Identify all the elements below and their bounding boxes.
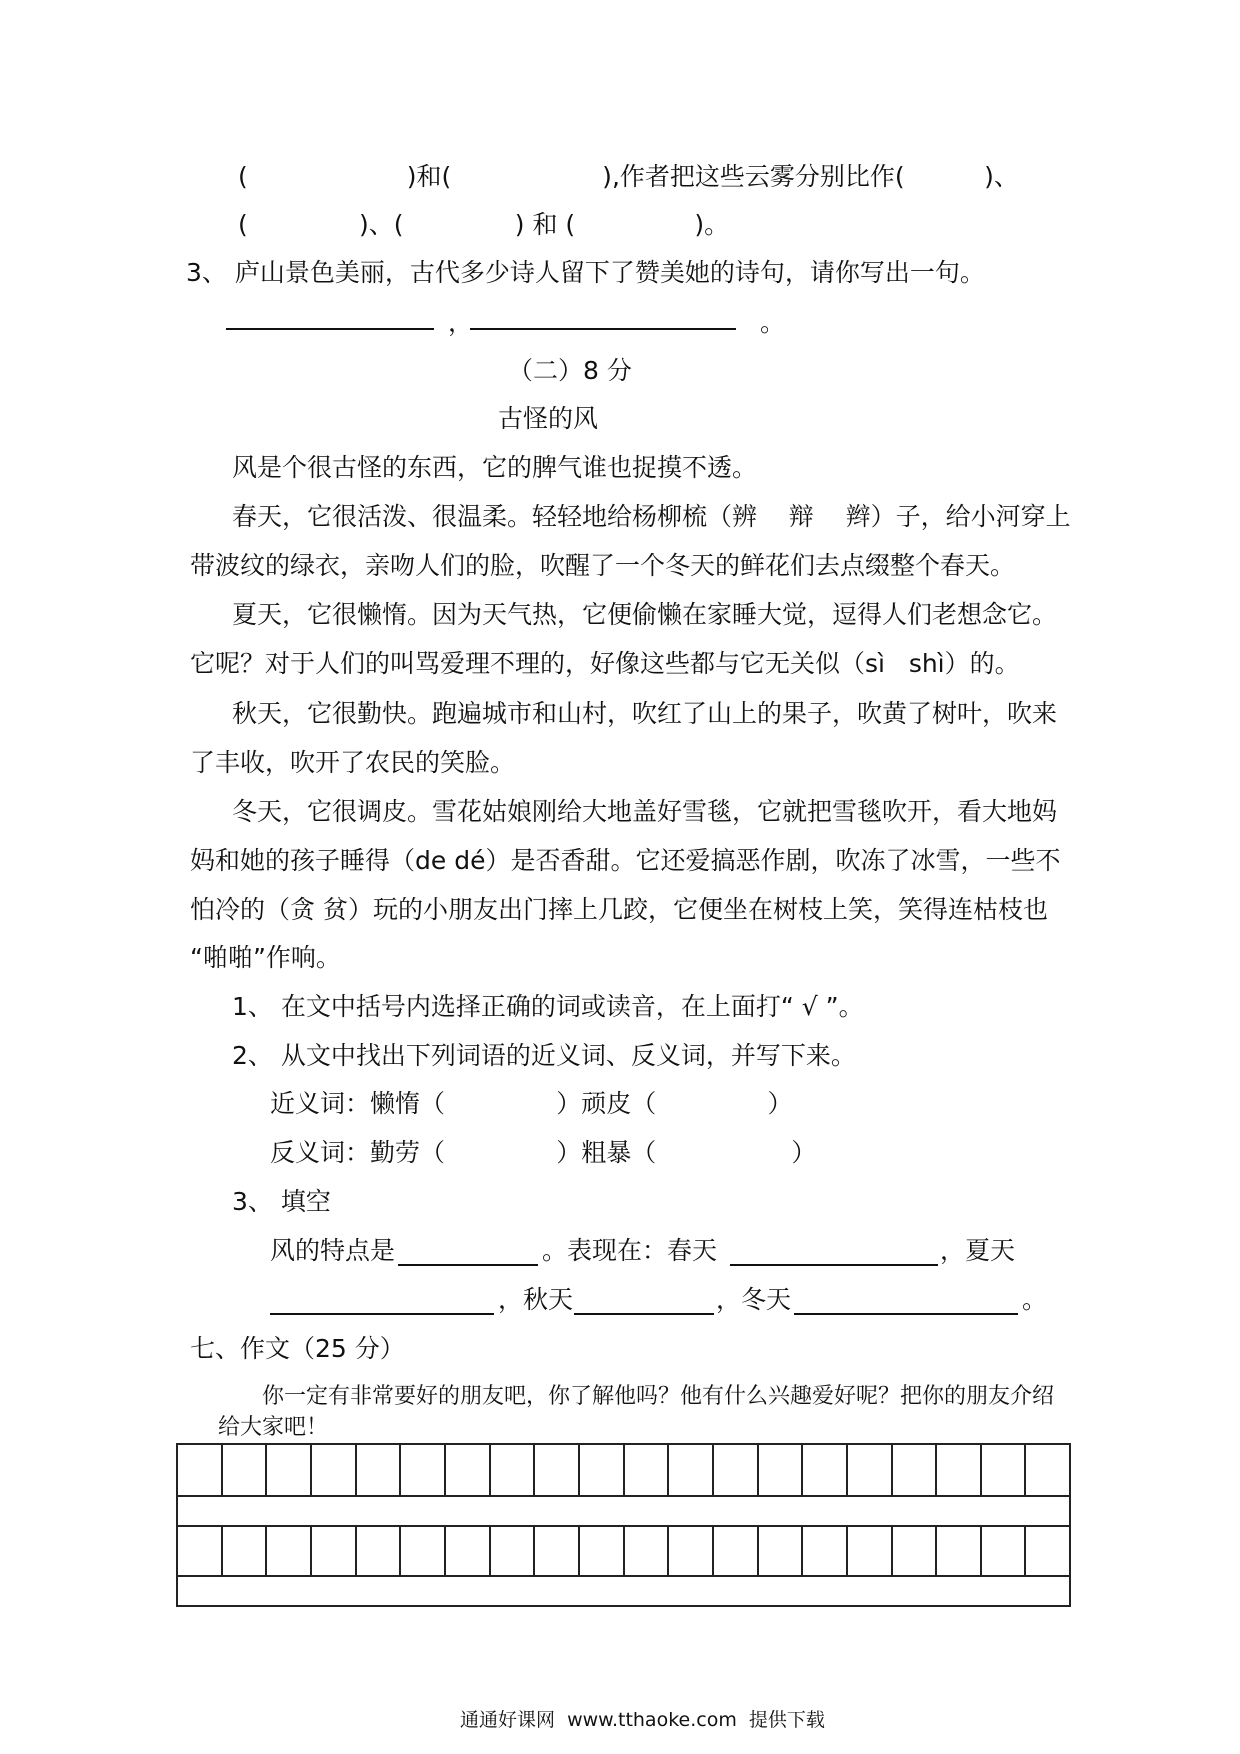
grid-cell[interactable]	[223, 1445, 268, 1495]
grid-cell[interactable]	[178, 1525, 223, 1575]
grid-cell[interactable]	[848, 1525, 893, 1575]
section-two-heading: （二）8 分	[508, 356, 632, 385]
fill-blank-feature[interactable]	[398, 1264, 538, 1266]
essay-writing-grid[interactable]	[176, 1443, 1071, 1607]
grid-cell[interactable]	[491, 1525, 536, 1575]
grid-cell[interactable]	[446, 1445, 491, 1495]
blank-question-line-1: ( )和( ),作者把这些云雾分别比作( )、	[238, 162, 1019, 191]
fill-label-spring: 。表现在：春天	[542, 1236, 718, 1265]
question-3-fill: 3、 填空	[232, 1187, 331, 1216]
grid-cell[interactable]	[893, 1445, 938, 1495]
question-1: 1、 在文中括号内选择正确的词或读音，在上面打“ √ ”。	[232, 992, 864, 1021]
grid-cell[interactable]	[401, 1445, 446, 1495]
grid-cell[interactable]	[357, 1445, 402, 1495]
grid-row-1[interactable]	[178, 1445, 1069, 1495]
grid-row-2[interactable]	[178, 1525, 1069, 1575]
blank-question-line-2: ( )、( ) 和 ( )。	[238, 210, 730, 239]
grid-cell[interactable]	[267, 1445, 312, 1495]
passage-line: 它呢？对于人们的叫骂爱理不理的，好像这些都与它无关似（sì shì）的。	[190, 649, 1020, 678]
poem-answer-line-1[interactable]	[226, 328, 434, 330]
grid-cell[interactable]	[669, 1525, 714, 1575]
grid-cell[interactable]	[401, 1525, 446, 1575]
fill-period: 。	[1022, 1285, 1048, 1314]
passage-line: 风是个很古怪的东西，它的脾气谁也捉摸不透。	[232, 453, 758, 482]
grid-cell[interactable]	[535, 1445, 580, 1495]
passage-line: 带波纹的绿衣，亲吻人们的脸，吹醒了一个冬天的鲜花们去点缀整个春天。	[190, 551, 1016, 580]
footer-source: 通通好课网 www.tthaoke.com 提供下载	[460, 1709, 825, 1731]
passage-line: 妈和她的孩子睡得（de dé）是否香甜。它还爱搞恶作剧，吹冻了冰雪，一些不	[190, 846, 1061, 875]
passage-line: “啪啪”作响。	[190, 943, 341, 972]
essay-prompt-line-1: 你一定有非常要好的朋友吧，你了解他吗？他有什么兴趣爱好呢？把你的朋友介绍	[262, 1384, 1055, 1409]
fill-label-summer: ，夏天	[940, 1236, 1016, 1265]
grid-cell[interactable]	[982, 1445, 1027, 1495]
grid-cell[interactable]	[803, 1445, 848, 1495]
grid-cell[interactable]	[491, 1445, 536, 1495]
grid-cell[interactable]	[580, 1445, 625, 1495]
passage-line: 秋天，它很勤快。跑遍城市和山村，吹红了山上的果子，吹黄了树叶，吹来	[232, 699, 1058, 728]
grid-cell[interactable]	[267, 1525, 312, 1575]
poem-answer-line-2[interactable]	[470, 328, 736, 330]
fill-label-winter: ，冬天	[716, 1285, 792, 1314]
passage-line: 了丰收，吹开了农民的笑脸。	[190, 748, 516, 777]
grid-cell[interactable]	[178, 1445, 223, 1495]
grid-cell[interactable]	[1026, 1525, 1069, 1575]
fill-blank-winter[interactable]	[794, 1313, 1018, 1315]
section-seven-heading: 七、作文（25 分）	[190, 1334, 405, 1363]
fill-label-autumn: ，秋天	[498, 1285, 574, 1314]
synonyms-line: 近义词：懒惰（ ）顽皮（ ）	[270, 1089, 793, 1118]
fill-blank-summer[interactable]	[270, 1313, 494, 1315]
grid-cell[interactable]	[625, 1525, 670, 1575]
grid-cell[interactable]	[714, 1445, 759, 1495]
grid-cell[interactable]	[803, 1525, 848, 1575]
grid-cell[interactable]	[446, 1525, 491, 1575]
grid-cell[interactable]	[669, 1445, 714, 1495]
passage-line: 怕冷的（贪 贫）玩的小朋友出门摔上几跤，它便坐在树枝上笑，笑得连枯枝也	[190, 895, 1048, 924]
fill-label-feature: 风的特点是	[270, 1236, 396, 1265]
grid-cell[interactable]	[937, 1445, 982, 1495]
passage-title: 古怪的风	[498, 404, 599, 433]
question-3-poem: 3、 庐山景色美丽，古代多少诗人留下了赞美她的诗句，请你写出一句。	[186, 258, 985, 287]
fill-blank-autumn[interactable]	[574, 1313, 714, 1315]
grid-cell[interactable]	[848, 1445, 893, 1495]
grid-cell[interactable]	[312, 1445, 357, 1495]
question-2: 2、 从文中找出下列词语的近义词、反义词，并写下来。	[232, 1041, 856, 1070]
grid-cell[interactable]	[893, 1525, 938, 1575]
grid-cell[interactable]	[580, 1525, 625, 1575]
poem-period: 。	[760, 308, 786, 337]
grid-cell[interactable]	[625, 1445, 670, 1495]
grid-cell[interactable]	[1026, 1445, 1069, 1495]
essay-prompt-line-2: 给大家吧！	[218, 1415, 329, 1440]
grid-cell[interactable]	[714, 1525, 759, 1575]
grid-cell[interactable]	[982, 1525, 1027, 1575]
grid-cell[interactable]	[223, 1525, 268, 1575]
grid-cell[interactable]	[759, 1445, 804, 1495]
passage-line: 春天，它很活泼、很温柔。轻轻地给杨柳梳（辨 辩 辫）子，给小河穿上	[232, 502, 1071, 531]
passage-line: 夏天，它很懒惰。因为天气热，它便偷懒在家睡大觉，逗得人们老想念它。	[232, 600, 1058, 629]
grid-cell[interactable]	[312, 1525, 357, 1575]
antonyms-line: 反义词：勤劳（ ）粗暴（ ）	[270, 1138, 817, 1167]
grid-cell[interactable]	[357, 1525, 402, 1575]
passage-line: 冬天，它很调皮。雪花姑娘刚给大地盖好雪毯，它就把雪毯吹开，看大地妈	[232, 797, 1058, 826]
grid-cell[interactable]	[759, 1525, 804, 1575]
grid-cell[interactable]	[937, 1525, 982, 1575]
grid-divider	[178, 1495, 1069, 1497]
poem-comma: ，	[448, 308, 474, 337]
grid-cell[interactable]	[535, 1525, 580, 1575]
fill-blank-spring[interactable]	[730, 1264, 938, 1266]
grid-divider	[178, 1575, 1069, 1577]
